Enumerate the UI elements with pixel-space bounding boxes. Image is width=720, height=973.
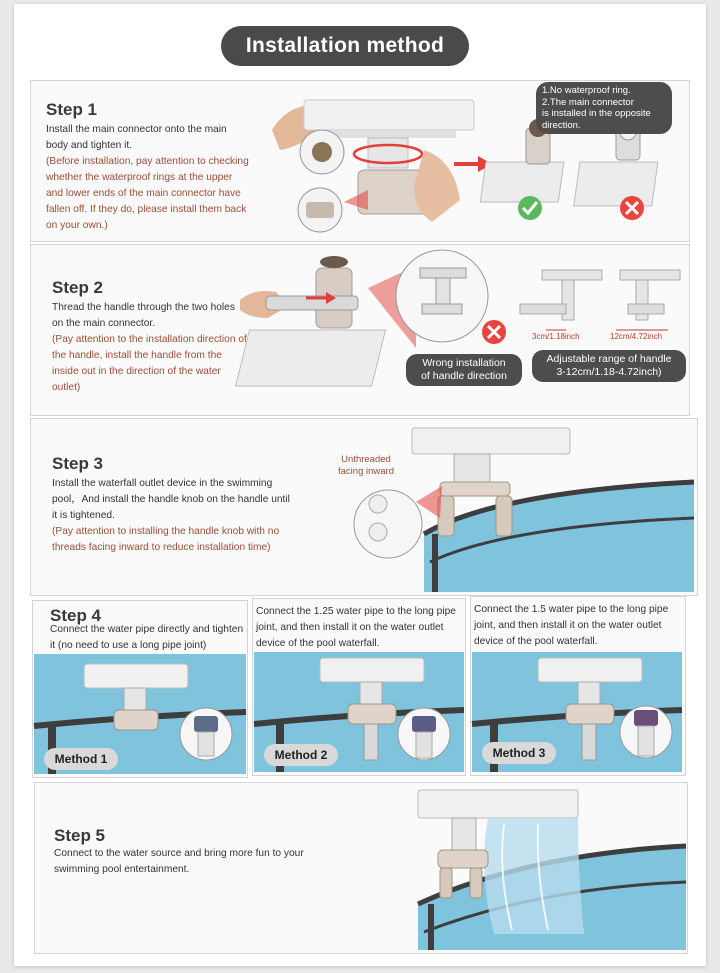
step5-heading: Step 5	[54, 826, 106, 845]
step3-text	[52, 476, 292, 556]
step2-instruction: Thread the handle through the two holes on the main connector.	[52, 302, 235, 329]
step4-heading: Step 4	[50, 606, 102, 625]
step2-dim-max: 12cm/4.72inch	[610, 332, 663, 341]
page-title: Installation method	[221, 26, 469, 66]
step2-range-label: Adjustable range of handle 3-12cm/1.18-4.72inch)	[532, 350, 686, 382]
step5-illustration	[408, 784, 686, 950]
step4-method3-text: Connect the 1.5 water pipe to the long pipe joint, and then install it on the water outlet device of the pool waterfall.	[474, 604, 669, 647]
method2-label: Method 2	[264, 744, 338, 766]
step2-illustration	[236, 248, 686, 412]
step1-text	[46, 122, 250, 234]
step3-instruction: Install the waterfall outlet device in the swimming pool，And install the handle knob on the handle until it is tightened.	[52, 478, 290, 521]
step2-heading: Step 2	[52, 278, 104, 297]
step3-note: (Pay attention to installing the handle knob with no threads facing inward to reduce installation time)	[52, 526, 280, 553]
step3-callout: Unthreaded facing inward	[338, 454, 394, 477]
method1-label: Method 1	[44, 748, 118, 770]
step5-text: Connect to the water source and bring more fun to your swimming pool entertainment.	[54, 848, 304, 875]
step3-illustration	[336, 422, 694, 592]
step1-callout: 1.No waterproof ring. 2.The main connector is installed in the opposite direction.	[536, 82, 672, 134]
step3-heading: Step 3	[52, 454, 104, 473]
method3-label: Method 3	[482, 742, 556, 764]
step1-heading: Step 1	[46, 100, 98, 119]
step1-note: (Before installation, pay attention to checking whether the waterproof rings at the upper and lower ends of the main connector have fallen off. If they do, please install them back on your own.)	[46, 156, 249, 231]
step2-text	[52, 300, 248, 396]
step2-dim-min: 3cm/1.18inch	[532, 332, 580, 341]
step2-wrong-label: Wrong installation of handle direction	[406, 354, 522, 386]
step1-instruction: Install the main connector onto the main body and tighten it.	[46, 124, 227, 151]
step4-method1-text: Connect the water pipe directly and tighten it (no need to use a long pipe joint)	[50, 624, 244, 651]
step4-method2-text: Connect the 1.25 water pipe to the long pipe joint, and then install it on the water outlet device of the pool waterfall.	[256, 606, 456, 649]
instruction-sheet	[14, 4, 706, 966]
step2-note: (Pay attention to the installation direction of the handle, install the handle from the inside out in the direction of the water outlet)	[52, 334, 247, 393]
